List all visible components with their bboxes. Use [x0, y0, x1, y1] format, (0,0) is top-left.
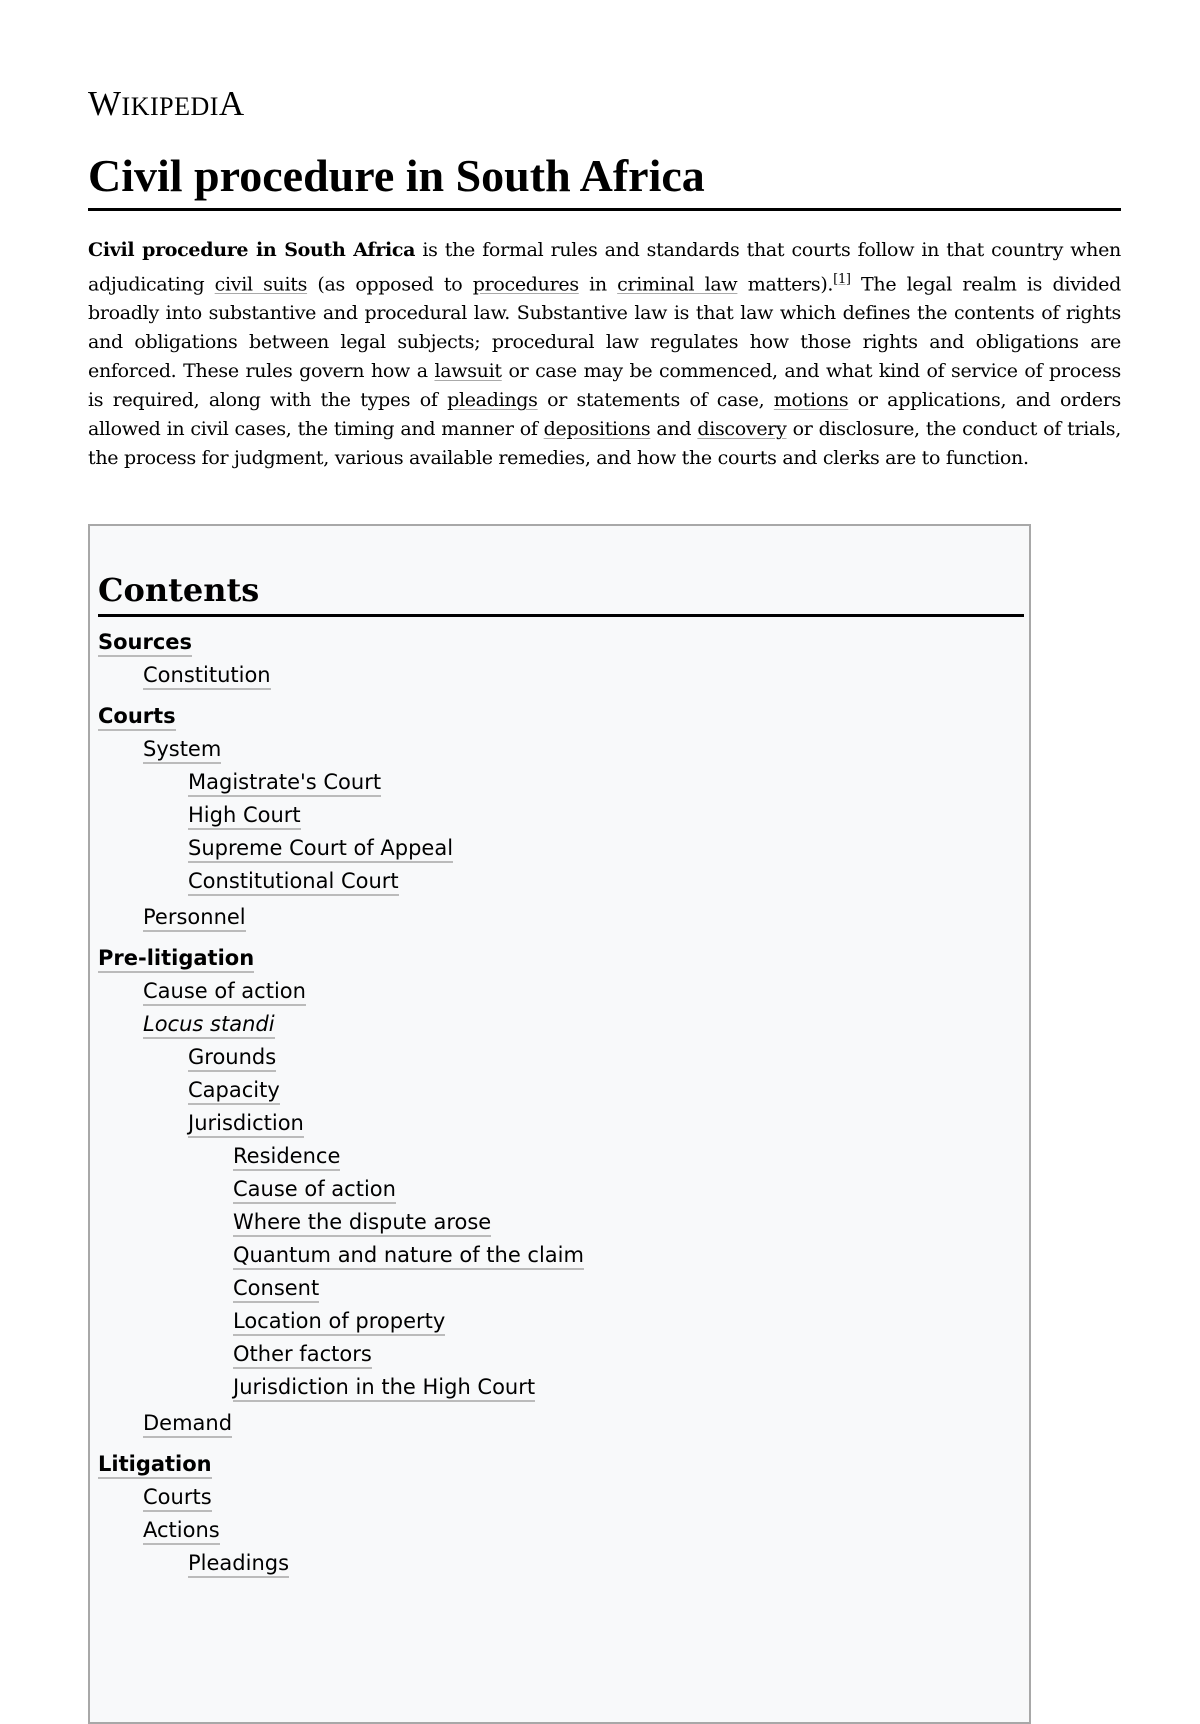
logo-letter-first: W — [88, 84, 122, 123]
intro-text: in — [578, 273, 618, 296]
toc-item-supreme-court-of-appeal[interactable]: Supreme Court of Appeal — [98, 832, 584, 865]
intro-text: or statements of case, — [537, 389, 774, 412]
toc-item-grounds[interactable]: Grounds — [98, 1041, 584, 1074]
link-pleadings[interactable]: pleadings — [447, 389, 538, 412]
logo-letter-last: A — [218, 84, 245, 123]
toc-item-pre-litigation[interactable]: Pre-litigation — [98, 942, 584, 975]
toc-item-sources[interactable]: Sources — [98, 626, 584, 659]
logo-letters-middle: IKIPEDI — [121, 92, 219, 121]
toc-item-constitutional-court[interactable]: Constitutional Court — [98, 865, 584, 898]
toc-title: Contents — [98, 570, 1024, 617]
link-discovery[interactable]: discovery — [697, 418, 787, 441]
link-procedures[interactable]: procedures — [472, 273, 579, 296]
toc-item-courts[interactable]: Courts — [98, 700, 584, 733]
intro-text: (as opposed to — [307, 273, 473, 296]
toc-item-jurisdiction[interactable]: Jurisdiction — [98, 1107, 584, 1140]
toc-item-high-court[interactable]: High Court — [98, 799, 584, 832]
intro-text: or disclosure, the conduct of trials, the process for judgment, various available remedies, and how the courts and clerks are to function. — [88, 418, 1121, 470]
link-depositions[interactable]: depositions — [543, 418, 651, 441]
toc-item-litigation-courts[interactable]: Courts — [98, 1481, 584, 1514]
intro-text: or case may be commenced, and what kind of service of process is required, along with the types of — [88, 360, 1121, 412]
toc-item-actions[interactable]: Actions — [98, 1514, 584, 1547]
link-lawsuit[interactable]: lawsuit — [434, 360, 502, 383]
toc-item-pleadings[interactable]: Pleadings — [98, 1547, 584, 1580]
toc-item-residence[interactable]: Residence — [98, 1140, 584, 1173]
table-of-contents — [88, 524, 1031, 1724]
toc-item-demand[interactable]: Demand — [98, 1407, 584, 1440]
toc-item-locus-standi[interactable]: Locus standi — [98, 1008, 584, 1041]
link-criminal-law[interactable]: criminal law — [617, 273, 738, 296]
wikipedia-logo[interactable] — [88, 84, 245, 127]
intro-text: or applications, and orders allowed in civil cases, the timing and manner of — [88, 389, 1121, 441]
toc-item-quantum-and-nature[interactable]: Quantum and nature of the claim — [98, 1239, 584, 1272]
toc-item-consent[interactable]: Consent — [98, 1272, 584, 1305]
intro-text: is the formal rules and standards that courts follow in that country when adjudicating — [88, 239, 1121, 296]
toc-item-where-dispute-arose[interactable]: Where the dispute arose — [98, 1206, 584, 1239]
link-motions[interactable]: motions — [773, 389, 849, 412]
toc-item-other-factors[interactable]: Other factors — [98, 1338, 584, 1371]
toc-item-magistrates-court[interactable]: Magistrate's Court — [98, 766, 584, 799]
toc-list — [98, 626, 584, 1580]
link-civil-suits[interactable]: civil suits — [214, 273, 308, 296]
toc-item-constitution[interactable]: Constitution — [98, 659, 584, 692]
intro-text: matters). — [737, 273, 834, 296]
intro-paragraph — [88, 236, 1121, 473]
reference-link[interactable]: [1] — [833, 272, 851, 287]
page-title: Civil procedure in South Africa — [88, 150, 1121, 211]
toc-item-jurisdiction-high-court[interactable]: Jurisdiction in the High Court — [98, 1371, 584, 1404]
toc-item-cause-of-action[interactable]: Cause of action — [98, 975, 584, 1008]
toc-item-system[interactable]: System — [98, 733, 584, 766]
toc-item-litigation[interactable]: Litigation — [98, 1448, 584, 1481]
toc-item-personnel[interactable]: Personnel — [98, 901, 584, 934]
toc-item-capacity[interactable]: Capacity — [98, 1074, 584, 1107]
intro-text: The legal realm is divided broadly into substantive and procedural law. Substantive law is that law which defines the contents of rights and obligations between legal subjects; procedural law regulates how those rights and obligations are enforced. These rules govern how a — [88, 273, 1121, 383]
toc-item-jurisdiction-cause-of-action[interactable]: Cause of action — [98, 1173, 584, 1206]
intro-text: and — [650, 418, 698, 441]
toc-item-location-of-property[interactable]: Location of property — [98, 1305, 584, 1338]
intro-bold-lead: Civil procedure in South Africa — [88, 239, 416, 261]
